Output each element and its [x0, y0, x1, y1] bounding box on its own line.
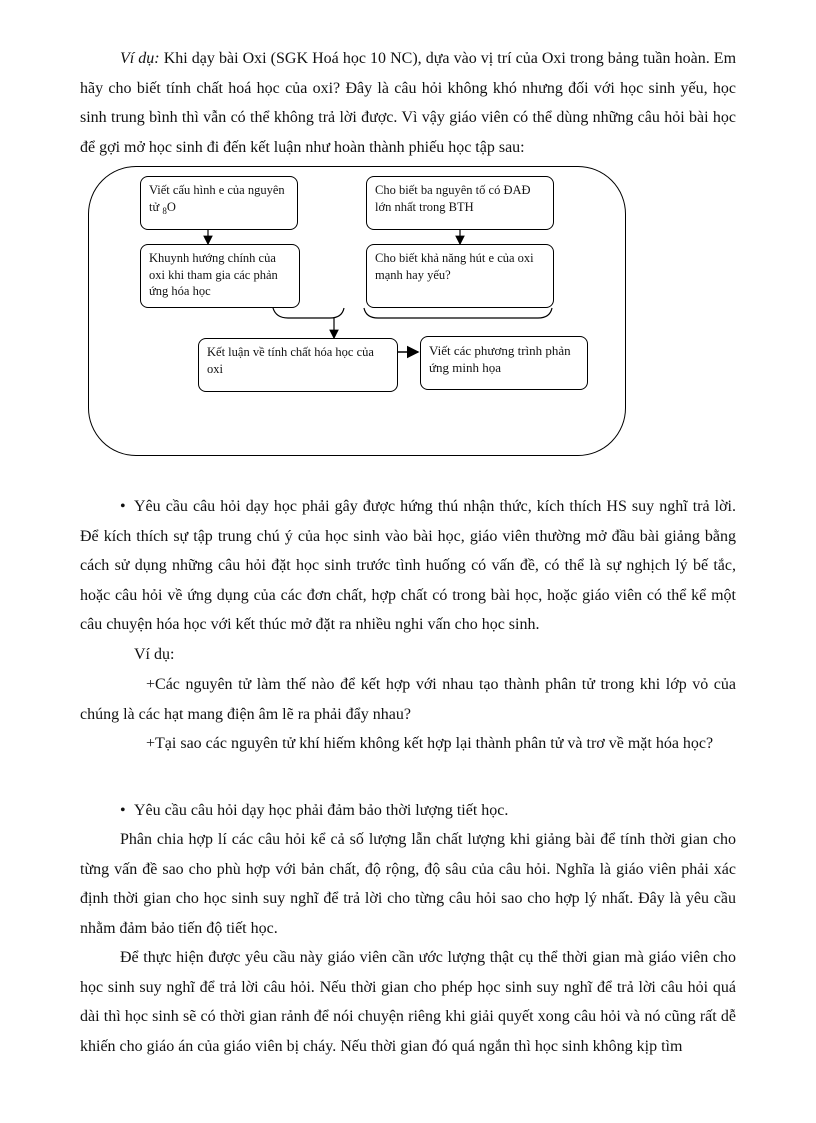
section1-text: Yêu cầu câu hỏi dạy học phải gây được hứng thú nhận thức, kích thích HS suy nghĩ trả lời. Để kích thích sự tập trung chú ý của học sinh vào bài học, giáo viên thường mở đầu bài giảng bằng cách sử dụng những câu hỏi đặt học sinh trước tình huống có vấn đề, có thể là sự nghịch lý bế tắc, hoặc câu hỏi về ứng dụng của các đơn chất, hợp chất có trong bài học, hoặc giáo viên có thể kể một câu chuyện hóa học với kết thúc mở đặt ra nhiều nghi vấn cho học sinh. — [80, 498, 736, 633]
box-electron-config-text: Viết cấu hình e của nguyên tử — [149, 183, 285, 214]
bullet-icon: • — [120, 498, 126, 515]
box-reactions: Viết các phương trình phản ứng minh họa — [420, 336, 588, 390]
element-symbol: O — [166, 199, 176, 214]
example-label-2: Ví dụ: — [134, 646, 175, 663]
brace-left — [273, 308, 344, 318]
section2-heading-text: Yêu cầu câu hỏi dạy học phải đảm bảo thời lượng tiết học. — [134, 802, 509, 819]
box-main-tendency: Khuynh hướng chính của oxi khi tham gia các phản ứng hóa học — [140, 244, 300, 308]
intro-text: Khi dạy bài Oxi (SGK Hoá học 10 NC), dựa vào vị trí của Oxi trong bảng tuần hoàn. Em hãy cho biết tính chất hoá học của oxi? Đây là câu hỏi không khó nhưng đối với học sinh yếu, học sinh trung bình thì vẫn có thể không trả lời được. Vì vậy giáo viên có thể dùng những câu hỏi bài học để gợi mở học sinh đi đến kết luận như hoàn thành phiếu học tập sau: — [80, 50, 737, 156]
box-electronegativity: Cho biết ba nguyên tố có ĐAĐ lớn nhất trong BTH — [366, 176, 554, 230]
atomic-number: 8 — [162, 205, 167, 216]
question-2: +Tại sao các nguyên tử khí hiếm không kết hợp lại thành phân tử và trơ về mặt hóa học? — [146, 735, 714, 752]
section2-heading — [80, 796, 736, 826]
example-label: Ví dụ: — [120, 50, 160, 67]
section1-paragraph — [80, 492, 736, 640]
brace-right — [364, 308, 552, 318]
box-electron-affinity: Cho biết khả năng hút e của oxi mạnh hay yếu? — [366, 244, 554, 308]
section2-paragraph-2: Để thực hiện được yêu cầu này giáo viên cần ước lượng thật cụ thể thời gian mà giáo viên cho học sinh suy nghĩ để trả lời câu hỏi. Nếu thời gian cho phép học sinh suy nghĩ để trả lời câu hỏi quá dài thì học sinh sẽ có thời gian rảnh để nói chuyện riêng khi giải quyết xong câu hỏi và nó cũng rất dễ khiến cho giáo án của giáo viên bị cháy. Nếu thời gian đó quá ngắn thì học sinh không kịp tìm — [80, 949, 736, 1055]
section2-paragraph-1: Phân chia hợp lí các câu hỏi kể cả số lượng lẫn chất lượng khi giảng bài để tính thời gian cho từng vấn đề sao cho phù hợp với bản chất, độ rộng, độ sâu của câu hỏi. Nghĩa là giáo viên phải xác định thời gian cho học sinh suy nghĩ để trả lời cho từng câu hỏi sao cho hợp lý nhất. Đây là yêu cầu nhằm đảm bảo tiến độ tiết học. — [80, 831, 736, 937]
worksheet-diagram — [88, 166, 628, 458]
question-1: +Các nguyên tử làm thế nào để kết hợp với nhau tạo thành phân tử trong khi lớp vỏ của chúng là các hạt mang điện âm lẽ ra phải đẩy nhau? — [80, 676, 736, 723]
intro-paragraph — [80, 44, 736, 162]
box-electron-config — [140, 176, 298, 230]
box-conclusion: Kết luận về tính chất hóa học của oxi — [198, 338, 398, 392]
bullet-icon: • — [120, 802, 126, 819]
